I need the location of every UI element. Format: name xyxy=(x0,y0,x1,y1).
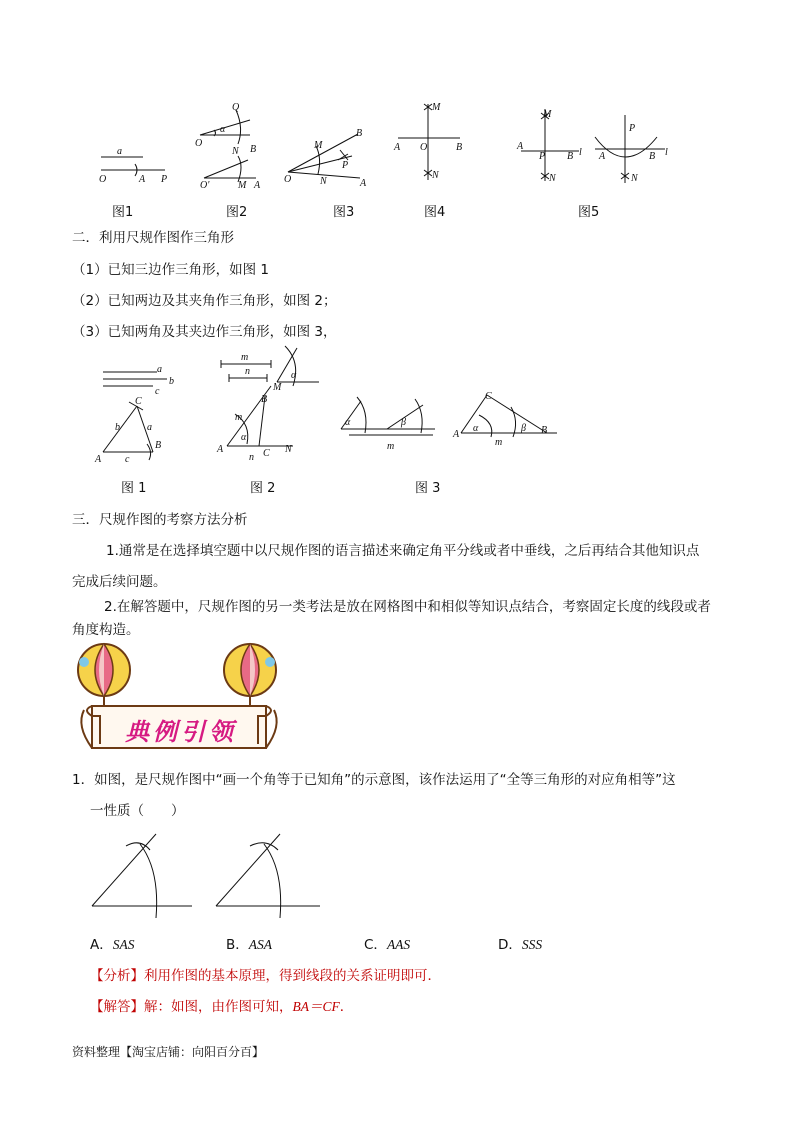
f5-label: P xyxy=(539,151,546,162)
option-value: SSS xyxy=(521,937,543,952)
f2-label: B xyxy=(250,144,257,155)
option-value: ASA xyxy=(248,937,273,952)
figure-caption: 图2 xyxy=(226,205,248,220)
figure-3-angle-bisector xyxy=(282,128,372,188)
answer-line xyxy=(90,995,353,1015)
g1-label: A xyxy=(95,454,102,465)
g1-label: C xyxy=(135,396,142,407)
g3-label: m xyxy=(495,437,503,448)
f5-label: M xyxy=(543,109,552,120)
g3-label: β xyxy=(521,423,526,434)
figure-caption: 图3 xyxy=(333,205,355,220)
angle-copy-diagram xyxy=(88,828,328,923)
f5-label: l xyxy=(579,147,582,158)
answer-end: ． xyxy=(339,999,354,1015)
g1-label: b xyxy=(169,376,174,387)
option-key: D． xyxy=(498,937,522,953)
figure-caption: 图 1 xyxy=(121,481,147,496)
question-stem: 一性质（ ） xyxy=(90,803,185,819)
figure-1-copy-segment xyxy=(95,140,185,190)
f2-label: α xyxy=(220,124,226,135)
g1-label: c xyxy=(125,454,130,465)
f3-label: N xyxy=(320,176,327,187)
g2-label: N xyxy=(285,444,292,455)
g3-label: α xyxy=(345,417,351,428)
f5-label: B xyxy=(567,151,574,162)
option-key: A． xyxy=(90,937,113,953)
g3-label: A xyxy=(453,429,460,440)
g2-label: A xyxy=(217,444,224,455)
triangle-figure-1 xyxy=(95,360,185,470)
answer-tag: 【解答】 xyxy=(90,999,144,1015)
g3-label: C xyxy=(485,391,492,402)
answer-text: 解：如图，由作图可知， xyxy=(144,999,293,1015)
g3-label: α xyxy=(473,423,479,434)
f1-label: O xyxy=(99,174,107,185)
f5-label: N xyxy=(549,173,556,184)
section-heading: 二．利用尺规作图作三角形 xyxy=(72,230,234,246)
list-item: （1）已知三边作三角形，如图 1 xyxy=(72,262,269,278)
section-heading: 三．尺规作图的考察方法分析 xyxy=(72,512,248,528)
f2-label: Q xyxy=(232,102,240,113)
f2-label: A xyxy=(254,180,261,191)
figure-caption: 图1 xyxy=(112,205,134,220)
g2-label: M xyxy=(273,382,282,393)
triangle-figure-2 xyxy=(215,340,325,465)
option-b[interactable] xyxy=(226,933,272,953)
option-key: C． xyxy=(364,937,387,953)
f3-label: M xyxy=(314,140,323,151)
figure-5-perpendicular-constructions xyxy=(515,105,675,190)
option-value: AAS xyxy=(386,937,411,952)
figure-caption: 图 2 xyxy=(250,481,276,496)
list-item: （2）已知两边及其夹角作三角形，如图 2； xyxy=(72,293,337,309)
f3-label: B xyxy=(356,128,363,139)
option-value: SAS xyxy=(112,937,135,952)
paragraph-line: 1.通常是在选择填空题中以尺规作图的语言描述来确定角平分线或者中垂线，之后再结合其他知识点 xyxy=(106,543,700,559)
f2-label: M xyxy=(238,180,247,191)
f5-label: A xyxy=(517,141,524,152)
g1-label: c xyxy=(155,386,160,397)
f5-label: B xyxy=(649,151,656,162)
f4-label: M xyxy=(432,102,441,113)
footer-note: 资料整理【淘宝店铺：向阳百分百】 xyxy=(72,1045,265,1059)
paragraph-line: 角度构造。 xyxy=(72,622,140,638)
f4-label: O xyxy=(420,142,428,153)
g2-label: n xyxy=(245,366,250,377)
paragraph-line: 2.在解答题中，尺规作图的另一类考法是放在网格图中和相似等知识点结合，考察固定长度的线段或者 xyxy=(104,599,711,615)
f1-label: A xyxy=(139,174,146,185)
f2-label: O' xyxy=(200,180,210,191)
triangle-figure-3 xyxy=(335,385,565,455)
option-c[interactable] xyxy=(364,933,410,953)
g1-label: b xyxy=(115,422,120,433)
analysis-tag: 【分析】 xyxy=(90,968,144,984)
f5-label: A xyxy=(599,151,606,162)
g3-label: m xyxy=(387,441,395,452)
f4-label: B xyxy=(456,142,463,153)
g2-label: C xyxy=(263,448,270,459)
option-key: B． xyxy=(226,937,249,953)
f5-label: N xyxy=(631,173,638,184)
figure-2-copy-angle xyxy=(192,100,272,190)
list-item: （3）已知两角及其夹边作三角形，如图 3， xyxy=(72,324,337,340)
g3-label: B xyxy=(541,425,548,436)
f2-label: O xyxy=(195,138,203,149)
question-stem: 1．如图，是尺规作图中“画一个角等于已知角”的示意图，该作法运用了“全等三角形的对应角相等”这 xyxy=(72,772,676,788)
g2-label: α xyxy=(241,432,247,443)
f1-label: a xyxy=(117,146,122,157)
f5-label: l xyxy=(665,147,668,158)
f4-label: A xyxy=(394,142,401,153)
f4-label: N xyxy=(432,170,439,181)
f3-label: A xyxy=(360,178,367,189)
g2-label: n xyxy=(249,452,254,463)
f3-label: P xyxy=(342,160,349,171)
g2-label: α xyxy=(291,370,297,381)
g3-label: β xyxy=(401,417,406,428)
figure-caption: 图 3 xyxy=(415,481,441,496)
analysis-text: 利用作图的基本原理，得到线段的关系证明即可． xyxy=(144,968,441,984)
analysis-line xyxy=(90,964,441,984)
option-a[interactable] xyxy=(90,933,135,953)
figure-caption: 图5 xyxy=(578,205,600,220)
g1-label: a xyxy=(157,364,162,375)
g1-label: B xyxy=(155,440,162,451)
f3-label: O xyxy=(284,174,292,185)
answer-equation: BA＝CF xyxy=(292,999,340,1014)
option-d[interactable] xyxy=(498,933,542,953)
f1-label: P xyxy=(161,174,168,185)
g1-label: a xyxy=(147,422,152,433)
figure-4-perpendicular-bisector xyxy=(392,100,472,185)
figure-caption: 图4 xyxy=(424,205,446,220)
g2-label: B xyxy=(261,394,268,405)
g2-label: m xyxy=(235,412,243,423)
f2-label: N xyxy=(232,146,239,157)
banner-title: 典例引领 xyxy=(125,717,237,746)
paragraph-line: 完成后续问题。 xyxy=(72,574,167,590)
g2-label: m xyxy=(241,352,249,363)
f5-label: P xyxy=(629,123,636,134)
